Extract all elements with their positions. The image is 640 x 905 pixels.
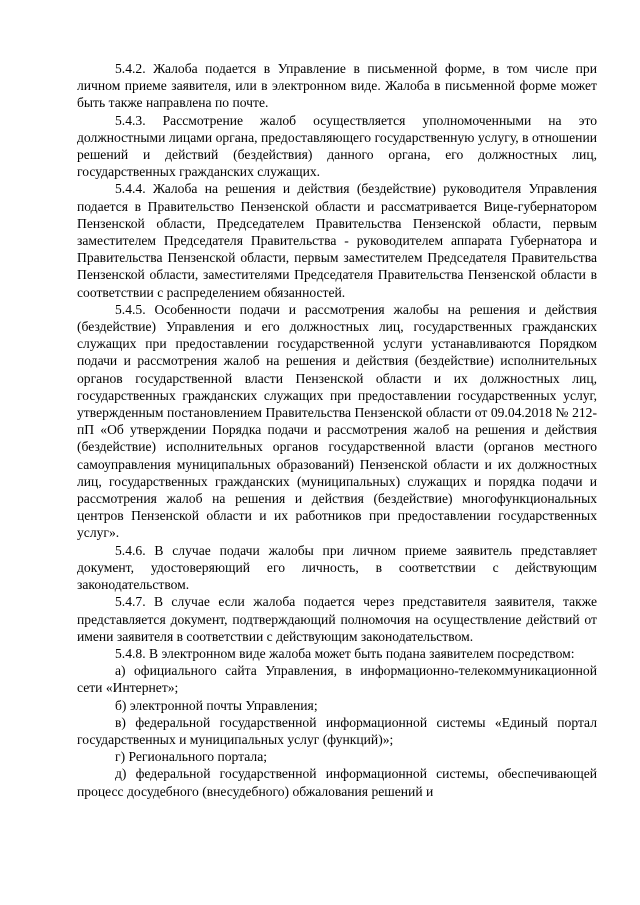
list-item-g: г) Регионального портала; <box>115 749 268 765</box>
list-item-b: б) электронной почты Управления; <box>115 697 318 713</box>
paragraph-5-4-7: 5.4.7. В случае если жалоба подается через представителя заявителя, также представляется документ, подтверждающий полномочия на осуществление действий от имени заявителя в соответствии с действующим законодательством. <box>77 594 597 644</box>
paragraph-5-4-4: 5.4.4. Жалоба на решения и действия (бездействие) руководителя Управления подается в Правительство Пензенской области и рассматривается Вице-губернатором Пензенской области, Председателем Правительства Пензенской области, первым заместителем Председателя Правительства - руководителем аппарата Губернатора и Правительства Пензенской области, первым заместителем Председателя Правительства Пензенской области, заместителями Председателя Правительства Пензенской области в соответствии с распределением обязанностей. <box>77 181 597 300</box>
document-page <box>77 60 597 800</box>
list-item-v: в) федеральной государственной информационной системы «Единый портал государственных и муниципальных услуг (функций)»; <box>77 714 597 747</box>
paragraph-5-4-3: 5.4.3. Рассмотрение жалоб осуществляется уполномоченными на это должностными лицами органа, предоставляющего государственную услугу, в отношении решений и действий (бездействия) данного органа, его должностных лиц, государственных гражданских служащих. <box>77 112 597 180</box>
paragraph-5-4-2: 5.4.2. Жалоба подается в Управление в письменной форме, в том числе при личном приеме заявителя, или в электронном виде. Жалоба в письменной форме может быть также направлена по почте. <box>77 61 597 111</box>
paragraph-5-4-6: 5.4.6. В случае подачи жалобы при личном приеме заявитель представляет документ, удостоверяющий его личность, в соответствии с действующим законодательством. <box>77 542 597 593</box>
list-item-a: а) официального сайта Управления, в информационно-телекоммуникационной сети «Интернет»; <box>77 663 597 696</box>
paragraph-5-4-5: 5.4.5. Особенности подачи и рассмотрения жалобы на решения и действия (бездействие) Управления и его должностных лиц, государственных гражданских служащих при предоставлении государственной услуги устанавливаются Порядком подачи и рассмотрения жалоб на решения и действия (бездействие) исполнительных органов государственной власти Пензенской области и их должностных лиц, государственных гражданских служащих при предоставлении государственных услуг, утвержденным постановлением Правительства Пензенской области от 09.04.2018 № 212-пП «Об утверждении Порядка подачи и рассмотрения жалоб на решения и действия (бездействие) исполнительных органов государственной власти (органов местного самоуправления муниципальных образований) Пензенской области и их должностных лиц, государственных гражданских (муниципальных) служащих и порядка подачи и рассмотрения жалоб на решения и действия (бездействие) многофункциональных центров Пензенской области и их работников при предоставлении государственных услуг». <box>77 301 597 541</box>
paragraph-5-4-8: 5.4.8. В электронном виде жалоба может быть подана заявителем посредством: <box>115 645 575 661</box>
list-item-d: д) федеральной государственной информационной системы, обеспечивающей процесс досудебного (внесудебного) обжалования решений и <box>77 766 597 799</box>
